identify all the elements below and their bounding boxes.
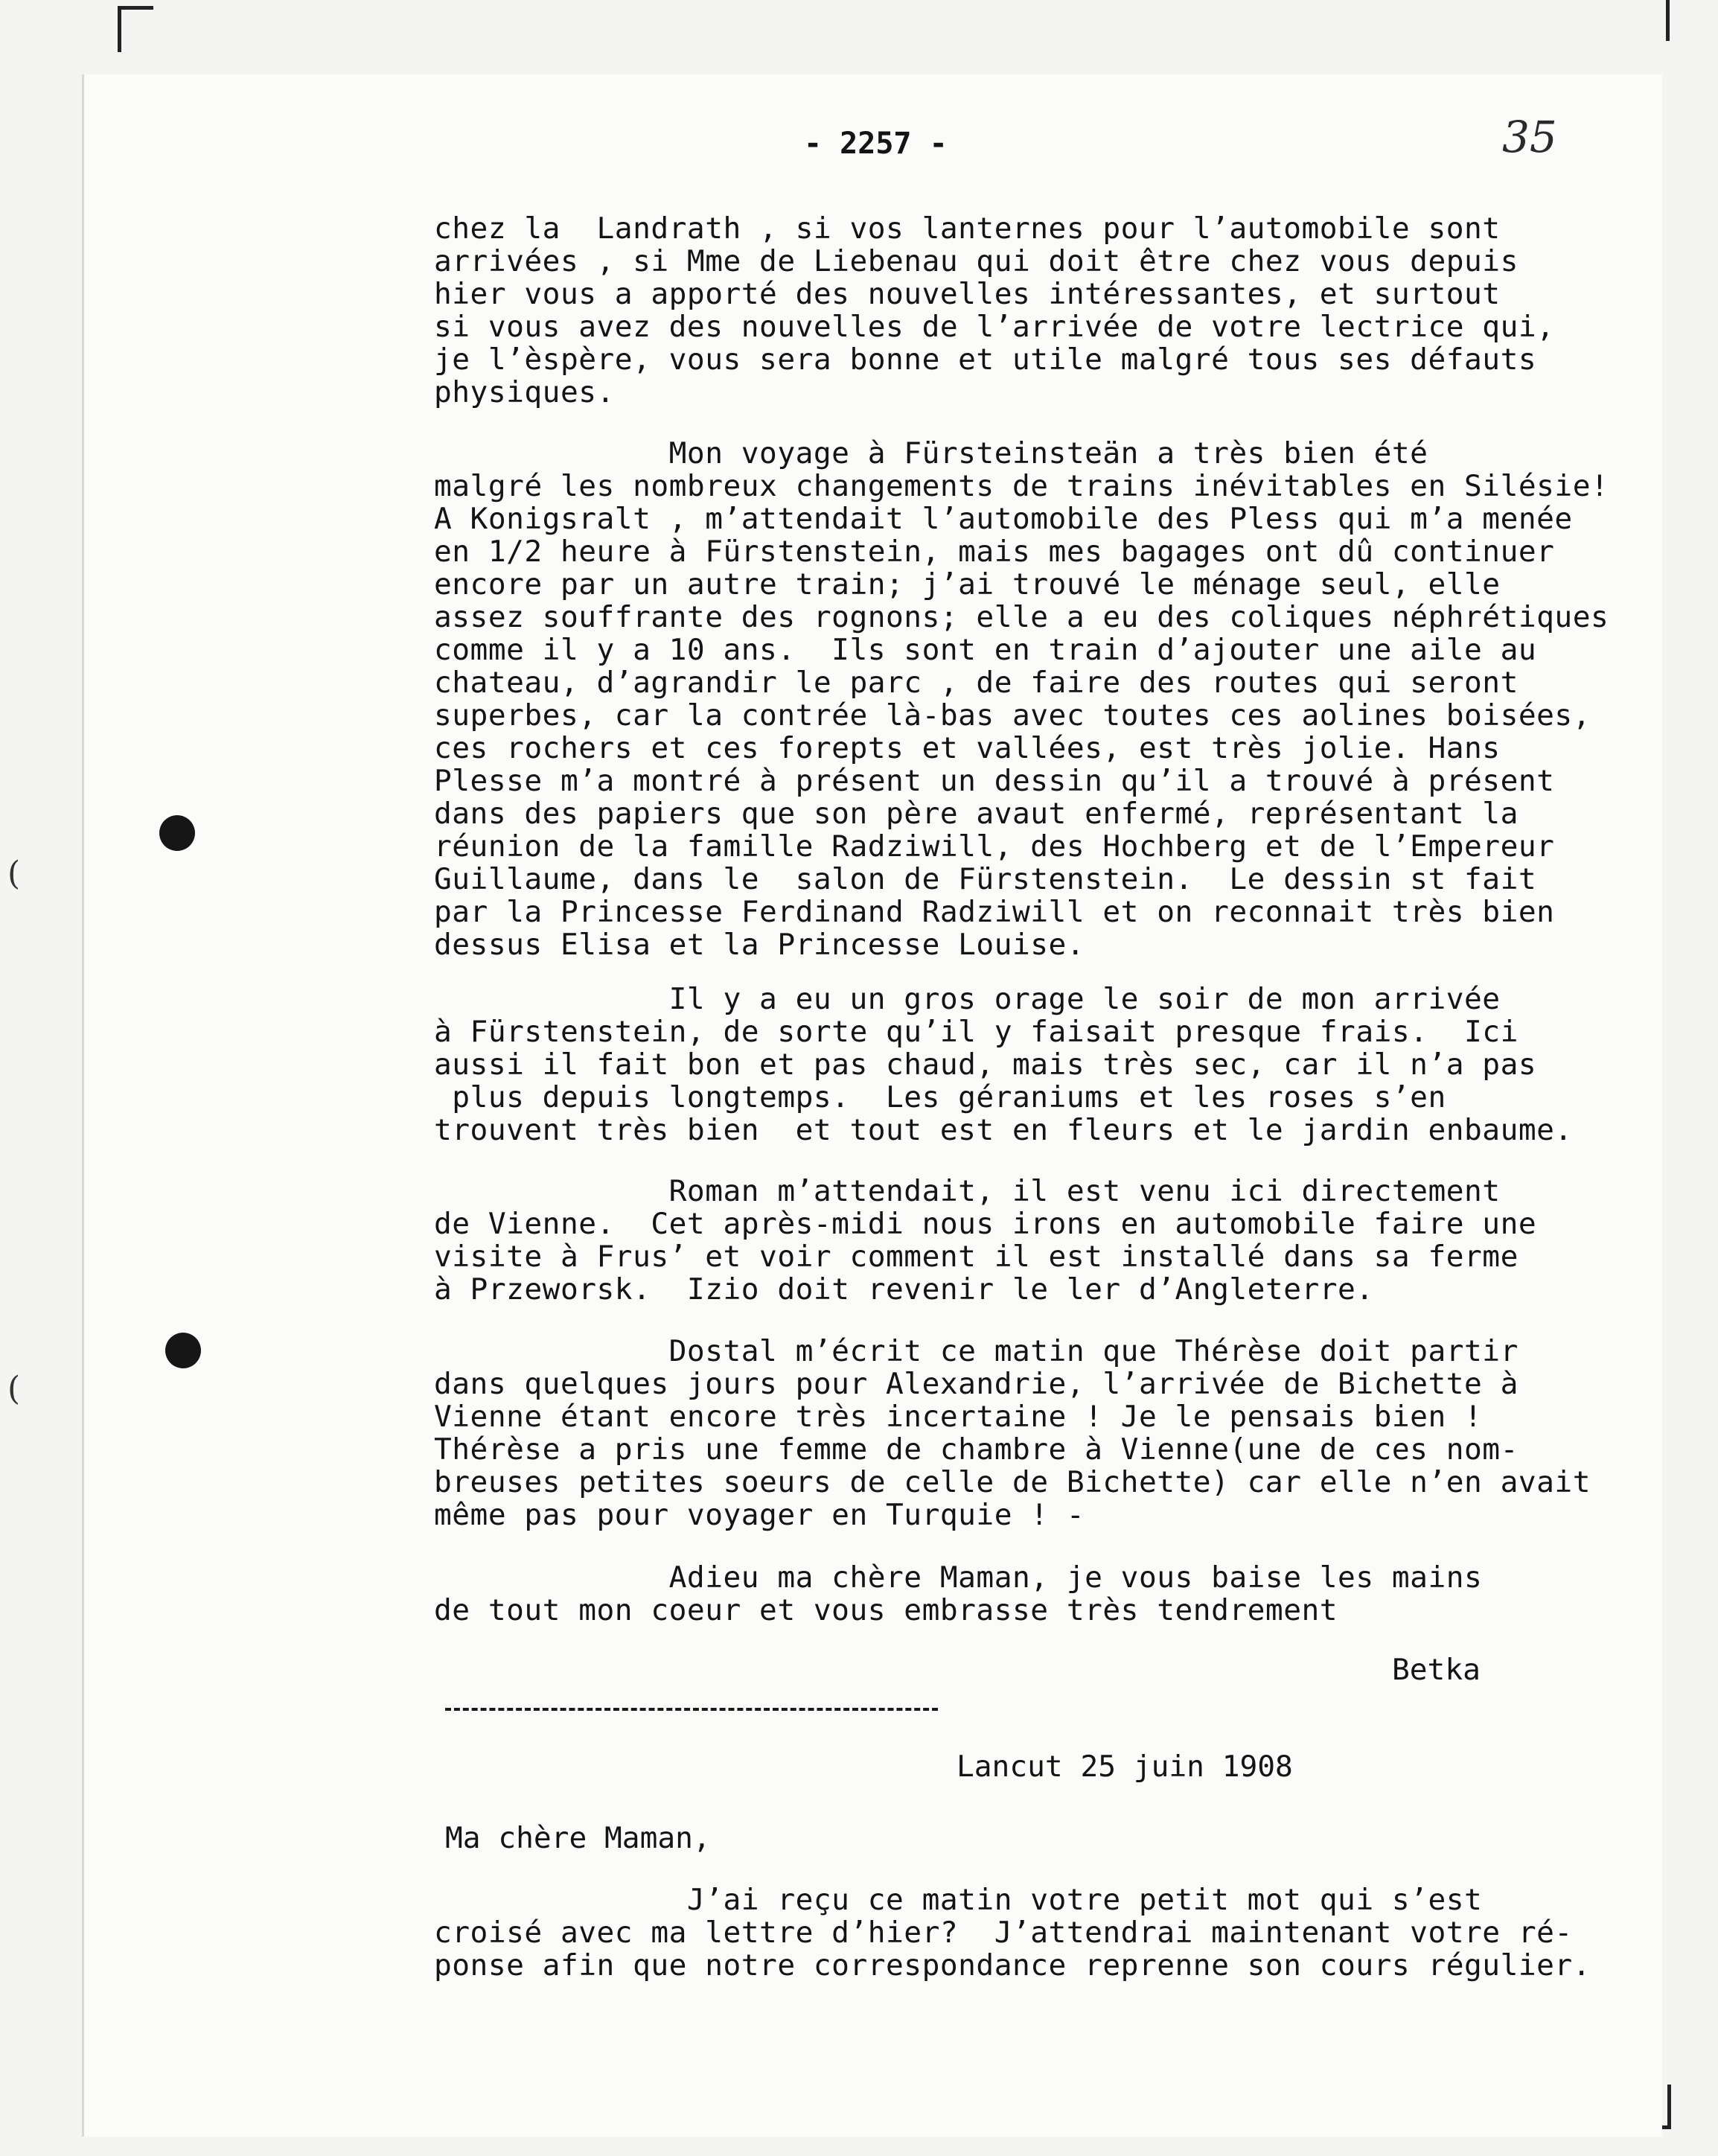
corner-mark-bottom-right — [1667, 2085, 1671, 2129]
page-number: - 2257 - — [804, 127, 948, 161]
salutation: Ma chère Maman, — [445, 1821, 711, 1855]
paragraph-6: Adieu ma chère Maman, je vous baise les mains de tout mon coeur et vous embrasse très tendrement — [434, 1560, 1483, 1627]
paragraph-5: Dostal m’écrit ce matin que Thérèse doit partir dans quelques jours pour Alexandrie, l’arrivée de Bichette à Vienne étant encore très incertaine ! Je le pensais bien ! Thérèse a pris une femme de chambre à Vienne(une de ces nom- breuses petites soeurs de celle de Bichette) car elle n’en avait même pas pour voyager en Turquie ! - — [434, 1334, 1591, 1532]
corner-mark-top-right — [1666, 0, 1670, 41]
margin-mark: ( — [7, 855, 21, 893]
folio-number: 35 — [1502, 112, 1557, 162]
punch-hole — [165, 1333, 201, 1368]
corner-mark-top-left — [118, 6, 121, 52]
punch-hole — [159, 815, 195, 851]
margin-mark: ( — [7, 1370, 21, 1408]
separator-line — [445, 1708, 938, 1711]
paragraph-1: chez la Landrath , si vos lanternes pour l’automobile sont arrivées , si Mme de Liebenau qui doit être chez vous depuis hier vous a apporté des nouvelles intéressantes, et surtout si vous avez des nouvelles de l’arrivée de votre lectrice qui, je l’èspère, vous sera bonne et utile malgré tous ses défauts physiques. — [434, 211, 1555, 409]
paragraph-4: Roman m’attendait, il est venu ici directement de Vienne. Cet après-midi nous irons en automobile faire une visite à Frus’ et voir comment il est installé dans sa ferme à Przeworsk. Izio doit revenir le ler d’Angleterre. — [434, 1174, 1537, 1307]
paragraph-next-letter: J’ai reçu ce matin votre petit mot qui s’est croisé avec ma lettre d’hier? J’attendrai maintenant votre ré- ponse afin que notre correspondance reprenne son cours régulier. — [434, 1883, 1591, 1983]
dateline: Lancut 25 juin 1908 — [957, 1750, 1293, 1784]
corner-mark-top-left — [118, 6, 153, 10]
paragraph-3: Il y a eu un gros orage le soir de mon arrivée à Fürstenstein, de sorte qu’il y faisait presque frais. Ici aussi il fait bon et pas chaud, mais très sec, car il n’a pas plus depuis longtemps. Les géraniums et les roses s’en trouvent très bien et tout est en fleurs et le jardin enbaume. — [434, 982, 1573, 1147]
paragraph-2: Mon voyage à Fürsteinsteän a très bien été malgré les nombreux changements de trains inévitables en Silésie! A Konigsralt , m’attendait l’automobile des Pless qui m’a menée en 1/2 heure à Fürstenstein, mais mes bagages ont dû continuer encore par un autre train; j’ai trouvé le ménage seul, elle assez souffrante des rognons; elle a eu des coliques néphrétiques comme il y a 10 ans. Ils sont en train d’ajouter une aile au chateau, d’agrandir le parc , de faire des routes qui seront superbes, car la contrée là-bas avec toutes ces aolines boisées, ces rochers et ces forepts et vallées, est très jolie. Hans Plesse m’a montré à présent un dessin qu’il a trouvé à présent dans des papiers que son père avaut enfermé, représentant la réunion de la famille Radziwill, des Hochberg et de l’Empereur Guillaume, dans le salon de Fürstenstein. Le dessin st fait par la Princesse Ferdinand Radziwill et on reconnait très bien dessus Elisa et la Princesse Louise. — [434, 436, 1609, 962]
signature: Betka — [1392, 1653, 1481, 1687]
